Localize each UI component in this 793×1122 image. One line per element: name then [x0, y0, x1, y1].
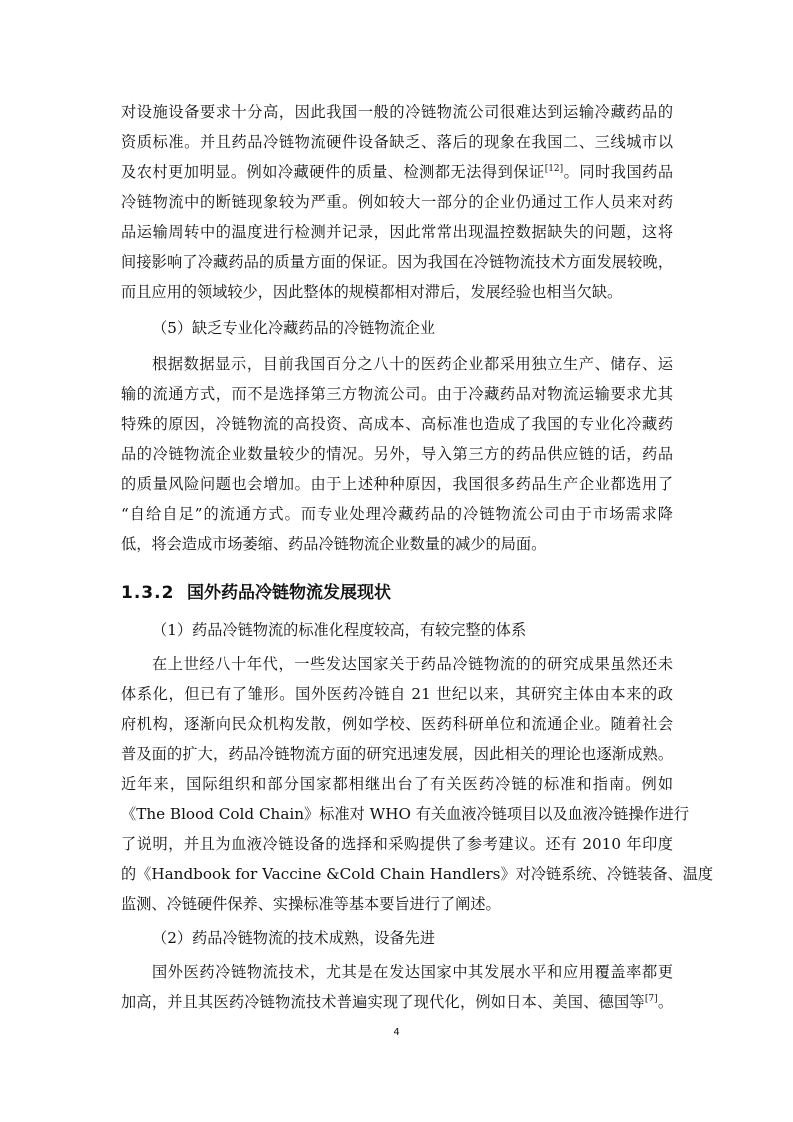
- citation: [12]: [544, 163, 564, 174]
- body-line: 近年来，国际组织和部分国家都相继出台了有关医药冷链的标准和指南。例如: [121, 775, 673, 793]
- body-line: 在上世经八十年代，一些发达国家关于药品冷链物流的的研究成果虽然还未: [152, 655, 673, 673]
- body-line: 《The Blood Cold Chain》标准对 WHO 有关血液冷链项目以及血液冷链操作进行: [121, 805, 690, 823]
- citation: [7]: [644, 993, 658, 1004]
- body-line: 品的冷链物流企业数量较少的情况。另外，导入第三方的药品供应链的话，药品: [121, 445, 673, 463]
- body-line: 输的流通方式，而不是选择第三方物流公司。由于冷藏药品对物流运输要求尤其: [121, 385, 673, 403]
- body-text: 。同时我国药品: [563, 163, 674, 181]
- section-number: 1.3.2: [121, 583, 175, 603]
- body-line: 特殊的原因，冷链物流的高投资、高成本、高标准也造成了我国的专业化冷藏药: [121, 415, 673, 433]
- body-line: 体系化，但已有了雏形。国外医药冷链自 21 世纪以来，其研究主体由本来的政: [121, 685, 673, 703]
- section-title: 国外药品冷链物流发展现状: [187, 583, 391, 603]
- subheading: （1）药品冷链物流的标准化程度较高，有较完整的体系: [152, 621, 527, 639]
- body-line: 品运输周转中的温度进行检测并记录，因此常常出现温控数据缺失的问题，这将: [121, 223, 673, 241]
- body-text: 加高，并且其医药冷链物流技术普遍实现了现代化，例如日本、美国、德国等: [121, 993, 645, 1011]
- body-line: 了说明，并且为血液冷链设备的选择和采购提供了参考建议。还有 2010 年印度: [121, 835, 673, 853]
- body-line: 监测、冷链硬件保养、实操标准等基本要旨进行了阐述。: [121, 895, 501, 913]
- body-line: 而且应用的领域较少，因此整体的规模都相对滞后，发展经验也相当欠缺。: [121, 283, 623, 301]
- page-number: 4: [393, 1027, 400, 1038]
- body-line: 资质标准。并且药品冷链物流硬件设备缺乏、落后的现象在我国二、三线城市以: [121, 133, 673, 151]
- body-line: [121, 158, 673, 186]
- body-line: 的质量风险问题也会增加。由于上述种种原因，我国很多药品生产企业都选用了: [121, 475, 673, 493]
- subheading: （5）缺乏专业化冷藏药品的冷链物流企业: [152, 319, 436, 337]
- body-line: 低，将会造成市场萎缩、药品冷链物流企业数量的减少的局面。: [121, 535, 547, 553]
- body-line: 间接影响了冷藏药品的质量方面的保证。因为我国在冷链物流技术方面发展较晚，: [121, 253, 673, 271]
- body-line: [121, 988, 673, 1016]
- section-heading: [121, 578, 391, 608]
- body-line: 的《Handbook for Vaccine &Cold Chain Handlers》对冷链系统、冷链装备、温度: [121, 865, 714, 883]
- body-text: 。: [657, 993, 674, 1011]
- body-line: 国外医药冷链物流技术，尤其是在发达国家中其发展水平和应用覆盖率都更: [152, 963, 673, 981]
- body-line: 府机构，逐渐向民众机构发散，例如学校、医药科研单位和流通企业。随着社会: [121, 715, 673, 733]
- body-line: 根据数据显示，目前我国百分之八十的医药企业都采用独立生产、储存、运: [152, 355, 673, 373]
- body-text: 及农村更加明显。例如冷藏硬件的质量、检测都无法得到保证: [121, 163, 545, 181]
- subheading: （2）药品冷链物流的技术成熟，设备先进: [152, 929, 436, 947]
- body-line: “自给自足”的流通方式。而专业处理冷藏药品的冷链物流公司由于市场需求降: [121, 505, 673, 523]
- body-line: 对设施设备要求十分高，因此我国一般的冷链物流公司很难达到运输冷藏药品的: [121, 103, 673, 121]
- body-line: 普及面的扩大，药品冷链物流方面的研究迅速发展，因此相关的理论也逐渐成熟。: [121, 745, 673, 763]
- body-line: 冷链物流中的断链现象较为严重。例如较大一部分的企业仍通过工作人员来对药: [121, 193, 673, 211]
